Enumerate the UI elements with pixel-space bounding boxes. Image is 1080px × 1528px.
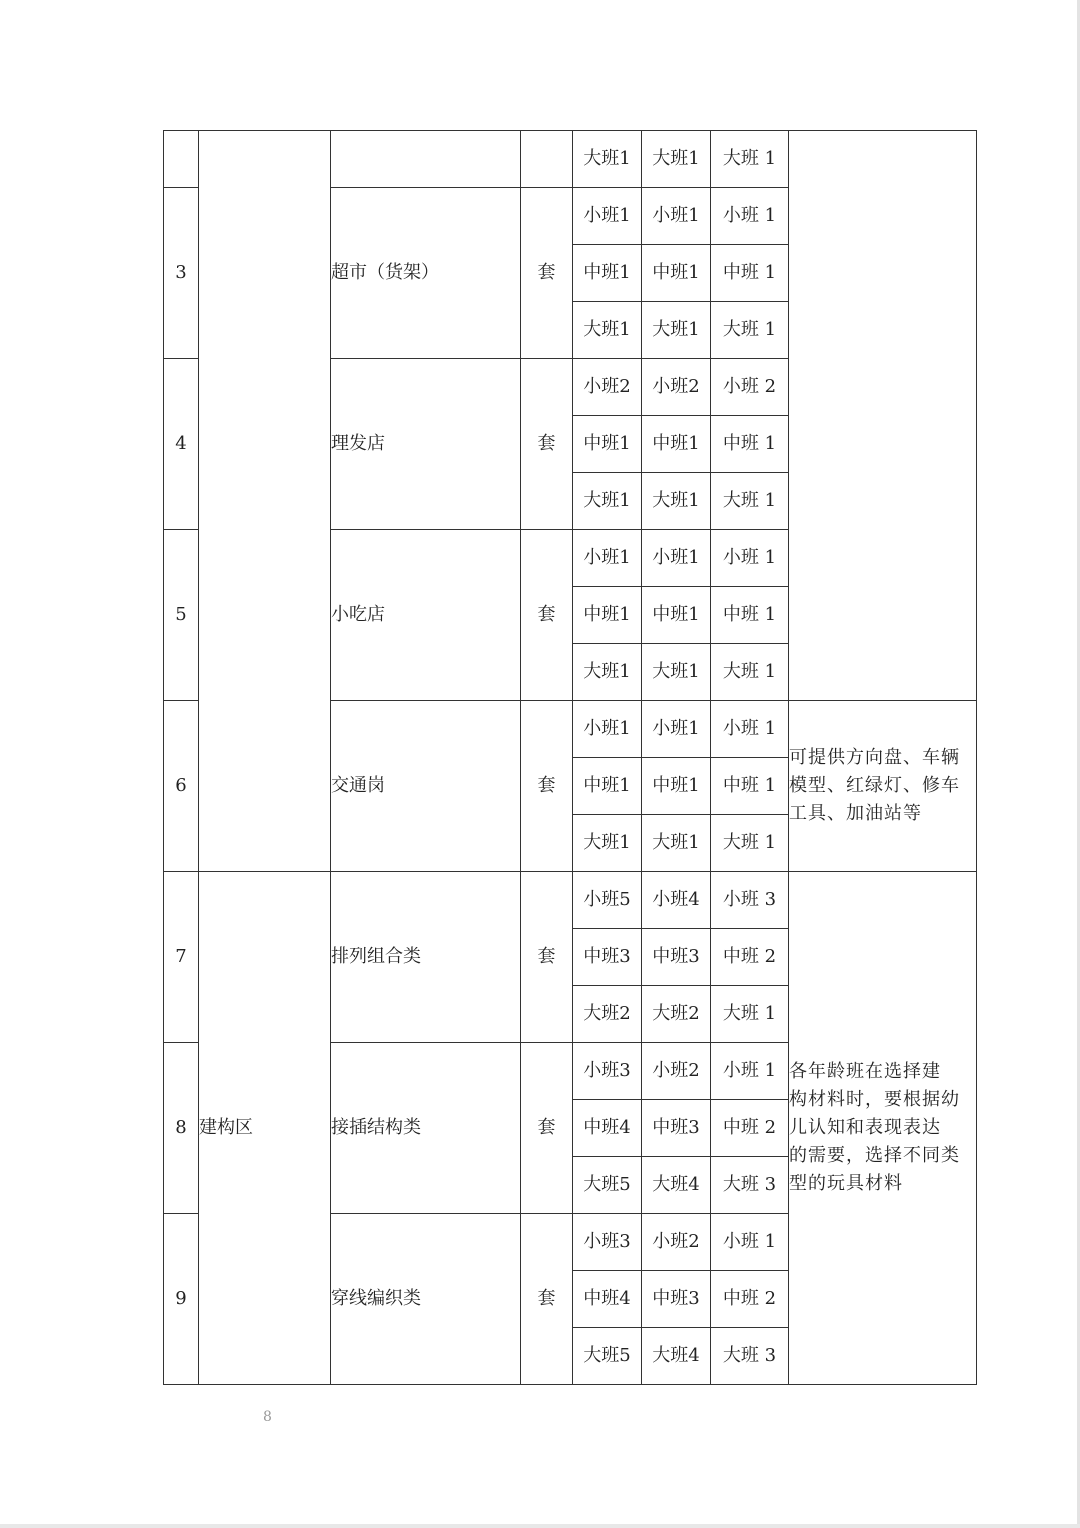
quantity-cell: 中班1 — [573, 416, 642, 473]
quantity-cell: 大班4 — [642, 1157, 711, 1214]
quantity-cell: 大班2 — [642, 986, 711, 1043]
quantity-cell: 小班2 — [573, 359, 642, 416]
standard-cell: 中班 2 — [711, 1100, 789, 1157]
standard-cell: 中班 2 — [711, 929, 789, 986]
standard-cell: 大班 1 — [711, 986, 789, 1043]
remarks-line: 各年龄班在选择建 — [789, 1061, 941, 1082]
item-name-cell: 交通岗 — [331, 701, 521, 872]
standard-cell: 小班 1 — [711, 188, 789, 245]
item-number-cell: 3 — [164, 188, 199, 359]
quantity-cell: 中班1 — [642, 245, 711, 302]
quantity-cell: 小班1 — [642, 188, 711, 245]
standard-cell: 大班 1 — [711, 302, 789, 359]
item-number-cell: 6 — [164, 701, 199, 872]
quantity-cell: 小班1 — [642, 701, 711, 758]
item-number-cell: 8 — [164, 1043, 199, 1214]
standard-cell: 中班 1 — [711, 245, 789, 302]
standard-cell: 小班 2 — [711, 359, 789, 416]
standard-cell: 中班 1 — [711, 416, 789, 473]
item-number-cell: 4 — [164, 359, 199, 530]
item-number-cell: 5 — [164, 530, 199, 701]
area-cell: 建构区 — [199, 872, 331, 1385]
area-cell — [199, 131, 331, 872]
quantity-cell: 大班2 — [573, 986, 642, 1043]
standard-cell: 大班 1 — [711, 473, 789, 530]
standard-cell: 大班 1 — [711, 815, 789, 872]
unit-cell: 套 — [521, 872, 573, 1043]
standard-cell: 小班 1 — [711, 530, 789, 587]
quantity-cell: 中班1 — [573, 758, 642, 815]
quantity-cell: 大班1 — [573, 302, 642, 359]
standard-cell: 中班 1 — [711, 758, 789, 815]
item-name-cell: 排列组合类 — [331, 872, 521, 1043]
item-name-cell: 穿线编织类 — [331, 1214, 521, 1385]
quantity-cell: 小班4 — [642, 872, 711, 929]
quantity-cell: 中班3 — [642, 1271, 711, 1328]
standard-cell: 大班 3 — [711, 1157, 789, 1214]
remarks-cell — [789, 701, 977, 872]
unit-cell: 套 — [521, 359, 573, 530]
standard-cell: 中班 2 — [711, 1271, 789, 1328]
quantity-cell: 中班1 — [642, 416, 711, 473]
quantity-cell: 中班3 — [642, 929, 711, 986]
standard-cell: 大班 1 — [711, 644, 789, 701]
standard-cell: 小班 1 — [711, 701, 789, 758]
item-number-cell: 9 — [164, 1214, 199, 1385]
equipment-table — [163, 130, 977, 1385]
standard-cell: 大班 1 — [711, 131, 789, 188]
quantity-cell: 小班1 — [573, 530, 642, 587]
standard-cell: 小班 1 — [711, 1214, 789, 1271]
item-number-cell: 7 — [164, 872, 199, 1043]
remarks-cell — [789, 131, 977, 701]
quantity-cell: 中班3 — [573, 929, 642, 986]
quantity-cell: 大班1 — [642, 473, 711, 530]
remarks-line: 模型、红绿灯、修车 — [789, 775, 960, 796]
item-name-cell: 超市（货架） — [331, 188, 521, 359]
quantity-cell: 中班4 — [573, 1100, 642, 1157]
unit-cell: 套 — [521, 188, 573, 359]
remarks-line: 儿认知和表现表达 — [789, 1117, 941, 1138]
table-row — [164, 131, 977, 188]
quantity-cell: 大班1 — [642, 302, 711, 359]
page-edge — [0, 1524, 1080, 1528]
page-number: 8 — [263, 1409, 272, 1425]
item-name-cell: 接插结构类 — [331, 1043, 521, 1214]
quantity-cell: 中班1 — [573, 587, 642, 644]
quantity-cell: 大班1 — [642, 131, 711, 188]
item-number-cell — [164, 131, 199, 188]
quantity-cell: 小班2 — [642, 359, 711, 416]
standard-cell: 小班 1 — [711, 1043, 789, 1100]
unit-cell: 套 — [521, 1214, 573, 1385]
quantity-cell: 大班1 — [642, 815, 711, 872]
quantity-cell: 大班5 — [573, 1328, 642, 1385]
quantity-cell: 小班3 — [573, 1214, 642, 1271]
remarks-line: 可提供方向盘、车辆 — [789, 747, 960, 768]
table-row — [164, 872, 977, 929]
unit-cell — [521, 131, 573, 188]
quantity-cell: 小班2 — [642, 1043, 711, 1100]
quantity-cell: 大班1 — [642, 644, 711, 701]
quantity-cell: 中班1 — [642, 587, 711, 644]
item-name-cell: 小吃店 — [331, 530, 521, 701]
remarks-line: 的需要，选择不同类 — [789, 1145, 960, 1166]
unit-cell: 套 — [521, 701, 573, 872]
quantity-cell: 大班1 — [573, 131, 642, 188]
quantity-cell: 中班4 — [573, 1271, 642, 1328]
quantity-cell: 中班3 — [642, 1100, 711, 1157]
standard-cell: 小班 3 — [711, 872, 789, 929]
quantity-cell: 大班1 — [573, 815, 642, 872]
unit-cell: 套 — [521, 1043, 573, 1214]
remarks-line: 型的玩具材料 — [789, 1173, 903, 1194]
quantity-cell: 中班1 — [642, 758, 711, 815]
standard-cell: 大班 3 — [711, 1328, 789, 1385]
quantity-cell: 大班1 — [573, 473, 642, 530]
quantity-cell: 中班1 — [573, 245, 642, 302]
remarks-cell — [789, 872, 977, 1385]
quantity-cell: 大班4 — [642, 1328, 711, 1385]
item-name-cell — [331, 131, 521, 188]
quantity-cell: 小班1 — [642, 530, 711, 587]
standard-cell: 中班 1 — [711, 587, 789, 644]
item-name-cell: 理发店 — [331, 359, 521, 530]
quantity-cell: 大班1 — [573, 644, 642, 701]
quantity-cell: 小班2 — [642, 1214, 711, 1271]
remarks-line: 构材料时，要根据幼 — [789, 1089, 960, 1110]
quantity-cell: 小班5 — [573, 872, 642, 929]
quantity-cell: 大班5 — [573, 1157, 642, 1214]
quantity-cell: 小班1 — [573, 188, 642, 245]
quantity-cell: 小班3 — [573, 1043, 642, 1100]
quantity-cell: 小班1 — [573, 701, 642, 758]
remarks-line: 工具、加油站等 — [789, 803, 922, 824]
unit-cell: 套 — [521, 530, 573, 701]
